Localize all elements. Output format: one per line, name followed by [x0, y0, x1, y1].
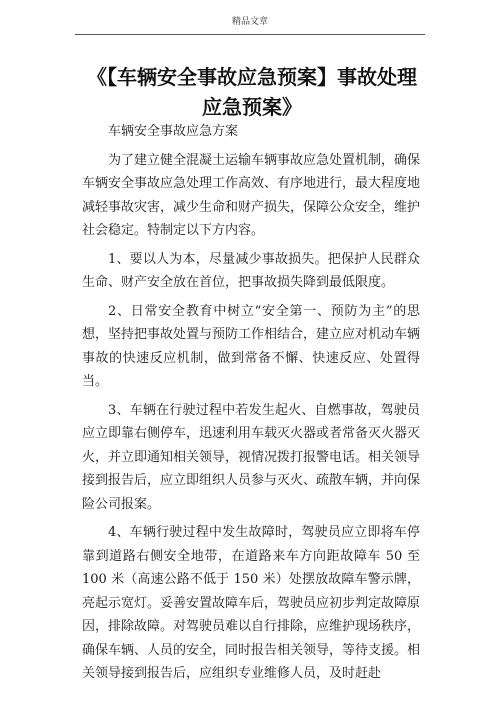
document-body — [82, 120, 420, 691]
paragraph-item-4: 4、车辆行驶过程中发生故障时，驾驶员应立即将车停靠到道路右侧安全地带，在道路来车方向距故障车 50 至 100 米（高速公路不低于 150 米）处摆放故障车警示牌，亮起示宽灯。妥善安置故障车后，驾驶员应初步判定故障原因，排除故障。对驾驶员难以自行排除，应维护现场秩序，确保车辆、人员的安全，同时报告相关领导，等待支援。相关领导接到报告后，应组织专业维修人员，及时赶赴 — [82, 525, 421, 681]
paragraph-item-3: 3、车辆在行驶过程中若发生起火、自燃事故，驾驶员应立即靠右侧停车，迅速利用车载灭火器或者常备灭火器灭火，并立即通知相关领导，视情况拨打报警电话。相关领导接到报告后，应立即组织人员参与灭火、疏散车辆，并向保险公司报案。 — [82, 402, 421, 512]
header-divider — [75, 34, 425, 35]
page-header-label: 精品文章 — [231, 17, 268, 27]
paragraph-item-1: 1、要以人为本，尽量减少事故损失。把保护人民群众生命、财产安全放在首位，把事故损失降到最低限度。 — [82, 251, 420, 290]
document-title: 《【车辆安全事故应急预案】事故处理应急预案》 — [87, 65, 417, 119]
paragraph-intro: 为了建立健全混凝土运输车辆事故应急处置机制，确保车辆安全事故应急处理工作高效、有序地进行，最大程度地减轻事故灾害，减少生命和财产损失，保障公众安全，维护社会稳定。特制定以下方内容。 — [82, 152, 421, 238]
paragraph-item-2: 2、日常安全教育中树立“安全第一、预防为主”的思想，坚持把事故处置与预防工作相结合，建立应对机动车辆事故的快速反应机制，做到常备不懈、快速反应、处置得当。 — [82, 303, 421, 389]
document-subtitle: 车辆安全事故应急方案 — [108, 124, 239, 139]
